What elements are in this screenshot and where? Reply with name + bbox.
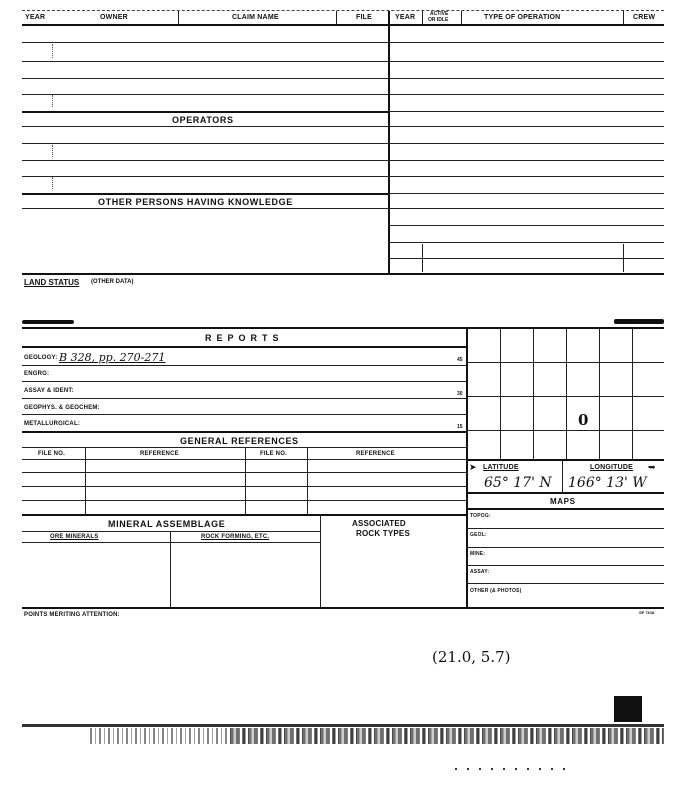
map-row-assay: ASSAY: — [470, 569, 490, 575]
operators-heading: OPERATORS — [172, 115, 234, 125]
divider — [170, 531, 171, 607]
row-line — [388, 193, 664, 194]
report-label-geology: GEOLOGY: — [24, 355, 58, 361]
row-line — [22, 542, 320, 543]
longitude-arrow-icon: ➥ — [648, 462, 656, 472]
divider — [85, 447, 86, 514]
divider — [623, 244, 624, 272]
row-line — [22, 365, 466, 366]
row-line — [22, 459, 466, 460]
scan-edge-line — [22, 724, 664, 727]
divider — [245, 447, 246, 514]
report-label-geophys: GEOPHYS. & GEOCHEM: — [24, 405, 100, 411]
operators-top — [22, 111, 388, 113]
divider — [623, 11, 624, 24]
report-value-geology: B 328, pp. 270-271 — [59, 351, 166, 364]
latitude-value: 65° 17' N — [484, 475, 552, 491]
row-line — [22, 208, 388, 209]
tick — [52, 145, 53, 157]
divider — [320, 514, 321, 607]
row-line — [22, 398, 466, 399]
header-owner: OWNER — [100, 14, 128, 21]
land-status-sublabel: (OTHER DATA) — [91, 279, 134, 285]
associated-rock-types-line2: ROCK TYPES — [356, 529, 411, 538]
grid-line — [533, 327, 534, 459]
rock-forming-label: ROCK FORMING, ETC. — [201, 534, 270, 540]
report-label-engrg: ENGRG: — [24, 371, 50, 377]
row-line — [388, 208, 664, 209]
row-line — [466, 492, 664, 494]
row-line — [388, 42, 664, 43]
header-year-2: YEAR — [395, 14, 416, 21]
center-divider — [388, 11, 390, 273]
header-underline — [22, 24, 664, 26]
handwritten-coordinates: (21.0, 5.7) — [432, 648, 511, 666]
row-line — [388, 225, 664, 226]
map-row-other: OTHER (& PHOTOS) — [470, 588, 522, 594]
divider — [307, 447, 308, 514]
grid-line — [632, 327, 633, 459]
col-reference-1: REFERENCE — [140, 451, 179, 457]
map-row-geol: GEOL: — [470, 532, 487, 538]
row-line — [388, 78, 664, 79]
tick — [52, 177, 53, 189]
row-line — [22, 472, 466, 473]
reports-bottom — [22, 607, 664, 609]
longitude-label: LONGITUDE — [590, 464, 634, 471]
land-status-label: LAND STATUS — [24, 278, 80, 287]
latitude-arrow-icon: ➤ — [469, 462, 477, 472]
mineral-assemblage-heading: MINERAL ASSEMBLAGE — [108, 519, 226, 529]
header-active-line1: ACTIVE — [430, 11, 449, 17]
longitude-value: 166° 13' W — [568, 475, 647, 491]
row-line — [22, 414, 466, 415]
row-line — [22, 531, 320, 532]
report-code-assay: 30 — [457, 391, 463, 397]
row-line — [22, 126, 388, 127]
col-reference-2: REFERENCE — [356, 451, 395, 457]
row-line — [388, 111, 664, 112]
row-line — [22, 78, 388, 79]
top-table-bottom — [22, 273, 664, 275]
row-line — [388, 126, 664, 127]
divider — [422, 11, 423, 24]
top-border — [22, 10, 664, 11]
row-line — [22, 94, 388, 95]
grid-line — [599, 327, 600, 459]
form-number: SP 7618 — [639, 610, 655, 615]
scan-mark — [614, 696, 642, 722]
grid-bottom — [466, 459, 664, 461]
other-persons-heading: OTHER PERSONS HAVING KNOWLEDGE — [98, 197, 293, 207]
grid-line — [466, 396, 664, 397]
divider — [461, 11, 462, 24]
grid-location-mark: 0 — [578, 411, 589, 429]
row-line — [22, 160, 388, 161]
punch-mark — [22, 320, 74, 324]
row-line — [22, 500, 466, 501]
reports-heading: REPORTS — [205, 333, 284, 343]
row-line — [22, 381, 466, 382]
row-line — [22, 514, 466, 516]
maps-heading: MAPS — [550, 497, 576, 506]
row-line — [466, 565, 664, 566]
scan-noise — [230, 728, 664, 744]
row-line — [22, 42, 388, 43]
reports-header-line — [22, 346, 466, 348]
row-line — [466, 528, 664, 529]
report-label-assay: ASSAY & IDENT: — [24, 388, 74, 394]
header-claim-name: CLAIM NAME — [232, 14, 279, 21]
grid-line — [466, 362, 664, 363]
row-line — [388, 94, 664, 95]
col-file-no-2: FILE NO. — [260, 451, 287, 457]
report-code-metallurgical: 15 — [457, 424, 463, 430]
scan-dots — [455, 768, 575, 770]
report-code-geology: 45 — [457, 357, 463, 363]
row-line — [22, 431, 466, 433]
header-crew: CREW — [633, 14, 656, 21]
header-year: YEAR — [25, 14, 46, 21]
row-line — [388, 61, 664, 62]
header-file: FILE — [356, 14, 372, 21]
points-meriting-attention-label: POINTS MERITING ATTENTION: — [24, 612, 120, 618]
report-label-metallurgical: METALLURGICAL: — [24, 421, 81, 427]
latitude-label: LATITUDE — [483, 464, 519, 471]
map-row-topog: TOPOG: — [470, 513, 491, 519]
divider — [562, 460, 563, 492]
row-line — [388, 242, 664, 243]
grid-line — [566, 327, 567, 459]
divider — [422, 244, 423, 272]
row-line — [388, 160, 664, 161]
row-line — [466, 508, 664, 510]
reports-top — [22, 327, 664, 329]
row-line — [22, 486, 466, 487]
divider — [336, 11, 337, 24]
punch-mark — [614, 319, 664, 324]
divider — [178, 11, 179, 24]
grid-line — [500, 327, 501, 459]
row-line — [22, 176, 388, 177]
header-type-of-operation: TYPE OF OPERATION — [484, 14, 561, 21]
associated-rock-types-line1: ASSOCIATED — [352, 519, 406, 528]
map-row-mine: MINE: — [470, 551, 486, 557]
grid-line — [466, 430, 664, 431]
row-line — [22, 61, 388, 62]
ore-minerals-label: ORE MINERALS — [50, 534, 99, 540]
other-persons-top — [22, 193, 388, 195]
tick — [52, 44, 53, 58]
row-line — [22, 143, 388, 144]
row-line — [466, 547, 664, 548]
header-active-line2: OR IDLE — [428, 17, 449, 23]
row-line — [466, 583, 664, 584]
row-line — [22, 447, 466, 448]
row-line — [388, 143, 664, 144]
general-references-heading: GENERAL REFERENCES — [180, 436, 299, 446]
row-line — [388, 176, 664, 177]
col-file-no-1: FILE NO. — [38, 451, 65, 457]
tick — [52, 95, 53, 107]
